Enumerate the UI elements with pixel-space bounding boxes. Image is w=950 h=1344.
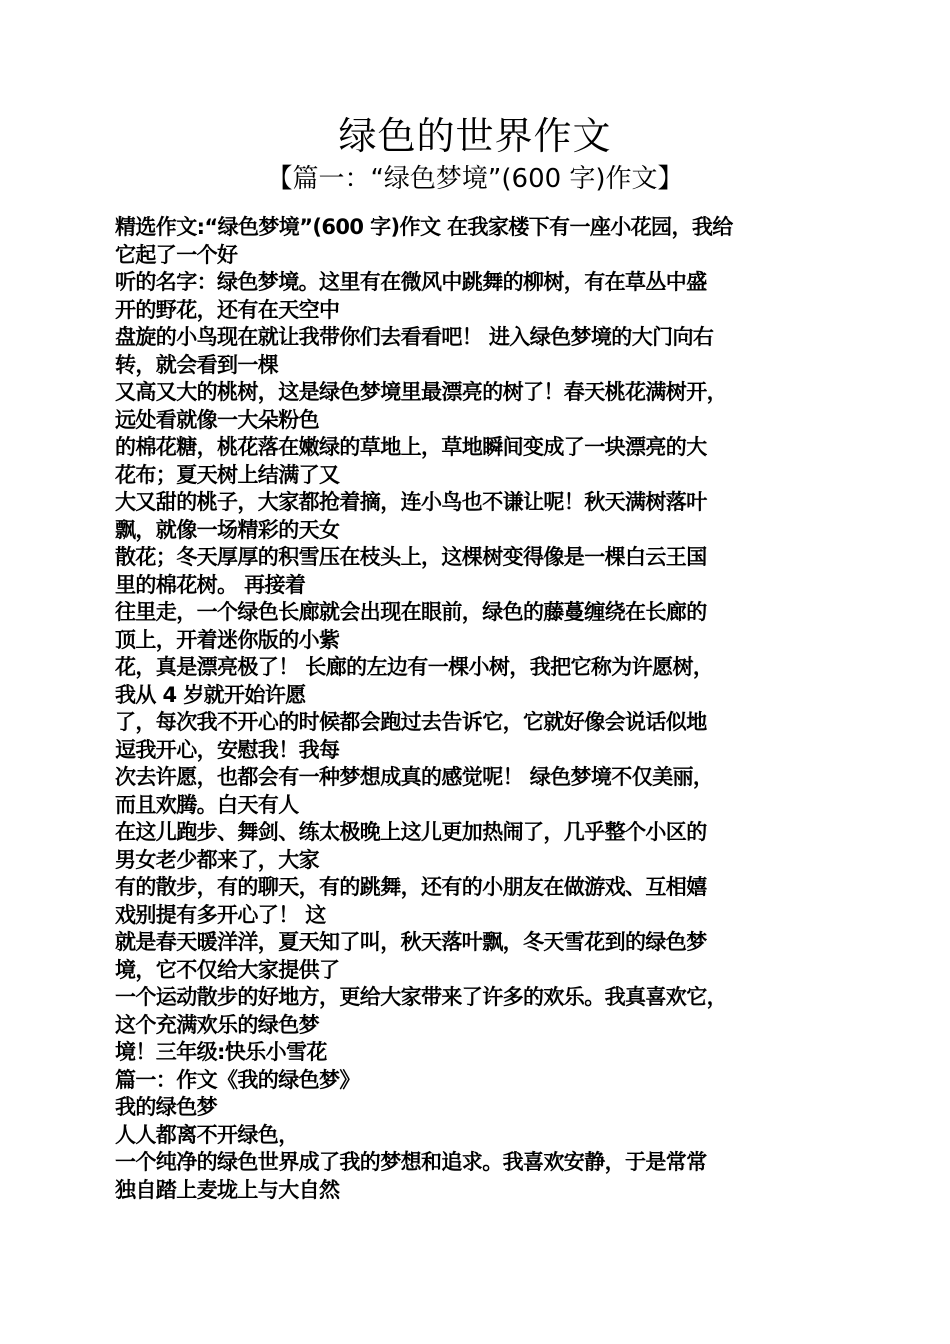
text-line: 精选作文:“绿色梦境”(600 字)作文 在我家楼下有一座小花园，我给 <box>115 215 733 239</box>
text-line: 里的棉花树。 再接着 <box>115 572 306 597</box>
text-line: 远处看就像一大朵粉色 <box>115 407 319 432</box>
text-line: 而且欢腾。白天有人 <box>115 792 299 817</box>
text-line: 盘旋的小鸟现在就让我带你们去看看吧！ 进入绿色梦境的大门向右 <box>115 325 714 349</box>
text-line: 就是春天暖洋洋，夏天知了叫，秋天落叶飘，冬天雪花到的绿色梦 <box>115 930 707 954</box>
text-line: 男女老少都来了，大家 <box>115 847 319 872</box>
text-line: 我的绿色梦 <box>115 1095 217 1119</box>
text-line: 戏别提有多开心了！ 这 <box>115 902 326 927</box>
document-title: 绿色的世界作文 <box>338 114 612 158</box>
text-line: 它起了一个好 <box>115 242 238 267</box>
text-line: 这个充满欢乐的绿色梦 <box>115 1012 319 1037</box>
text-line: 我从 4 岁就开始许愿 <box>115 682 306 707</box>
text-line: 独自踏上麦垅上与大自然 <box>115 1177 340 1202</box>
text-line: 一个纯净的绿色世界成了我的梦想和追求。我喜欢安静，于是常常 <box>115 1150 707 1174</box>
text-line: 转，就会看到一棵 <box>115 352 279 377</box>
text-line: 花，真是漂亮极了！ 长廊的左边有一棵小树，我把它称为许愿树， <box>115 655 714 679</box>
text-line: 大又甜的桃子，大家都抢着摘，连小鸟也不谦让呢！秋天满树落叶 <box>115 490 707 514</box>
document-body <box>115 214 835 1204</box>
text-line: 飘，就像一场精彩的天女 <box>115 517 340 542</box>
text-line: 一个运动散步的好地方，更给大家带来了许多的欢乐。我真喜欢它， <box>115 985 727 1009</box>
text-line: 在这儿跑步、舞剑、练太极晚上这儿更加热闹了，几乎整个小区的 <box>115 820 707 844</box>
text-line: 人人都离不开绿色， <box>115 1122 299 1147</box>
text-line: 次去许愿，也都会有一种梦想成真的感觉呢！ 绿色梦境不仅美丽， <box>115 765 714 789</box>
text-line: 了，每次我不开心的时候都会跑过去告诉它，它就好像会说话似地 <box>115 710 707 734</box>
text-line: 又高又大的桃树，这是绿色梦境里最漂亮的树了！春天桃花满树开， <box>115 380 727 404</box>
text-line: 听的名字：绿色梦境。这里有在微风中跳舞的柳树，有在草丛中盛 <box>115 270 707 294</box>
text-line: 花布；夏天树上结满了又 <box>115 462 340 487</box>
text-line: 有的散步，有的聊天，有的跳舞，还有的小朋友在做游戏、互相嬉 <box>115 875 707 899</box>
text-line: 境，它不仅给大家提供了 <box>115 957 340 982</box>
text-line: 往里走，一个绿色长廊就会出现在眼前，绿色的藤蔓缠绕在长廊的 <box>115 600 707 624</box>
text-line: 境！三年级:快乐小雪花 <box>115 1040 327 1064</box>
text-line: 逗我开心，安慰我！我每 <box>115 737 340 762</box>
text-line: 篇一：作文《我的绿色梦》 <box>115 1067 360 1092</box>
text-line: 散花；冬天厚厚的积雪压在枝头上，这棵树变得像是一棵白云王国 <box>115 545 707 569</box>
document-subtitle: 【篇一：“绿色梦境”(600 字)作文】 <box>266 164 684 194</box>
text-line: 顶上，开着迷你版的小紫 <box>115 627 340 652</box>
text-line: 的棉花糖，桃花落在嫩绿的草地上，草地瞬间变成了一块漂亮的大 <box>115 435 707 459</box>
text-line: 开的野花，还有在天空中 <box>115 297 340 322</box>
